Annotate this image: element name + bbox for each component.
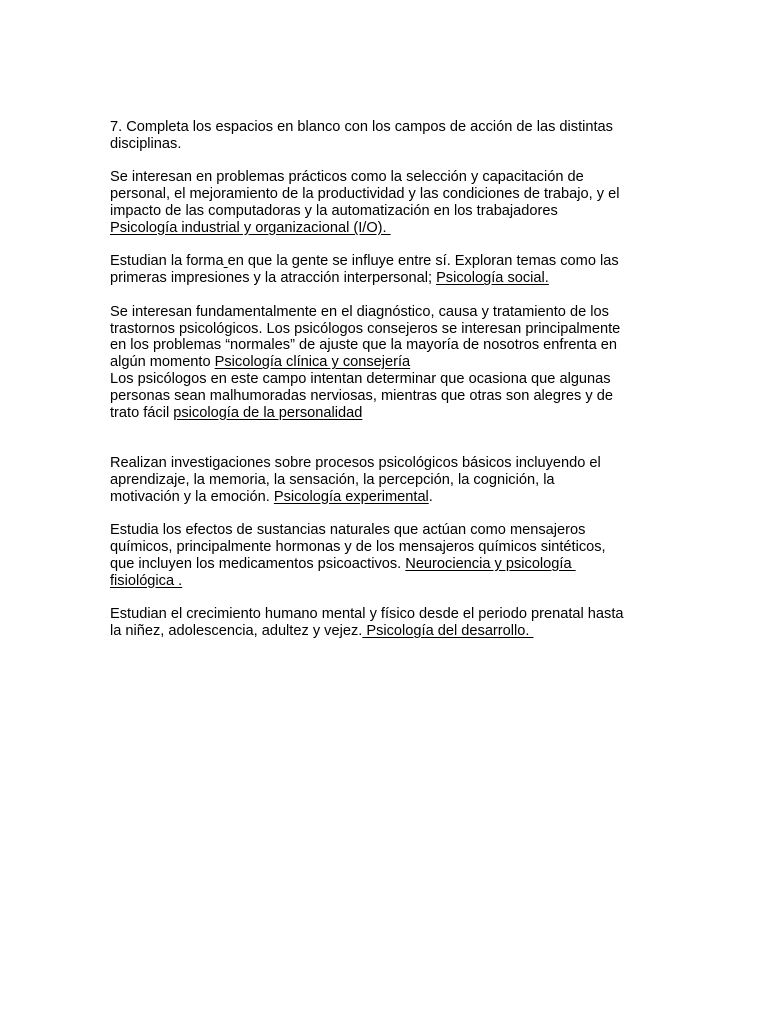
paragraph-development	[110, 606, 670, 640]
question-heading	[110, 119, 670, 153]
paragraph-text: en que la gente se influye entre sí. Exploran temas como las	[227, 253, 619, 270]
answer-personality: psicología de la personalidad	[173, 404, 363, 421]
paragraph-text: la niñez, adolescencia, adultez y vejez.	[110, 622, 363, 639]
answer-industrial: Psicología industrial y organizacional (I/O).	[110, 219, 391, 236]
paragraph-experimental	[110, 455, 670, 505]
question-line: disciplinas.	[110, 135, 182, 152]
paragraph-text: .	[428, 488, 433, 505]
paragraph-line: aprendizaje, la memoria, la sensación, la percepción, la cognición, la	[110, 471, 555, 488]
paragraph-line: Se interesan en problemas prácticos como la selección y capacitación de	[110, 169, 584, 186]
paragraph-line: personal, el mejoramiento de la productividad y las condiciones de trabajo, y el	[110, 186, 620, 203]
paragraph-text: trato fácil	[110, 404, 174, 421]
paragraph-neuroscience	[110, 522, 670, 589]
paragraph-line: químicos, principalmente hormonas y de los mensajeros químicos sintéticos,	[110, 538, 606, 555]
paragraph-text: algún momento	[110, 354, 215, 371]
paragraph-line: Los psicólogos en este campo intentan determinar que ocasiona que algunas	[110, 370, 611, 387]
paragraph-clinical	[110, 304, 670, 371]
paragraph-line: Estudia los efectos de sustancias naturales que actúan como mensajeros	[110, 522, 586, 539]
paragraph-text: primeras impresiones y la atracción interpersonal;	[110, 270, 437, 287]
answer-clinical: Psicología clínica y consejería	[214, 354, 411, 371]
question-line: 7. Completa los espacios en blanco con los campos de acción de las distintas	[110, 119, 613, 135]
answer-development: Psicología del desarrollo.	[362, 622, 534, 639]
paragraph-personality	[110, 371, 670, 421]
paragraph-industrial	[110, 169, 670, 236]
paragraph-line: Se interesan fundamentalmente en el diagnóstico, causa y tratamiento de los	[110, 303, 609, 320]
paragraph-text: motivación y la emoción.	[110, 488, 274, 505]
paragraph-text: que incluyen los medicamentos psicoactivos.	[110, 555, 406, 572]
answer-neuroscience-continued: fisiológica .	[110, 572, 183, 589]
answer-experimental: Psicología experimental	[273, 488, 429, 505]
answer-social: Psicología social.	[436, 270, 549, 287]
paragraph-line: impacto de las computadoras y la automatización en los trabajadores	[110, 202, 558, 219]
paragraph-line: personas sean malhumoradas nerviosas, mientras que otras son alegres y de	[110, 387, 613, 404]
paragraph-line: en los problemas “normales” de ajuste que la mayoría de nosotros enfrenta en	[110, 337, 618, 354]
document-body	[110, 119, 670, 640]
answer-neuroscience: Neurociencia y psicología	[405, 555, 576, 572]
paragraph-social	[110, 253, 670, 287]
paragraph-line: Estudian el crecimiento humano mental y físico desde el periodo prenatal hasta	[110, 606, 624, 623]
paragraph-line: trastornos psicológicos. Los psicólogos consejeros se interesan principalmente	[110, 320, 621, 337]
paragraph-line: Realizan investigaciones sobre procesos psicológicos básicos incluyendo el	[110, 454, 601, 471]
paragraph-text: Estudian la forma	[110, 253, 224, 270]
